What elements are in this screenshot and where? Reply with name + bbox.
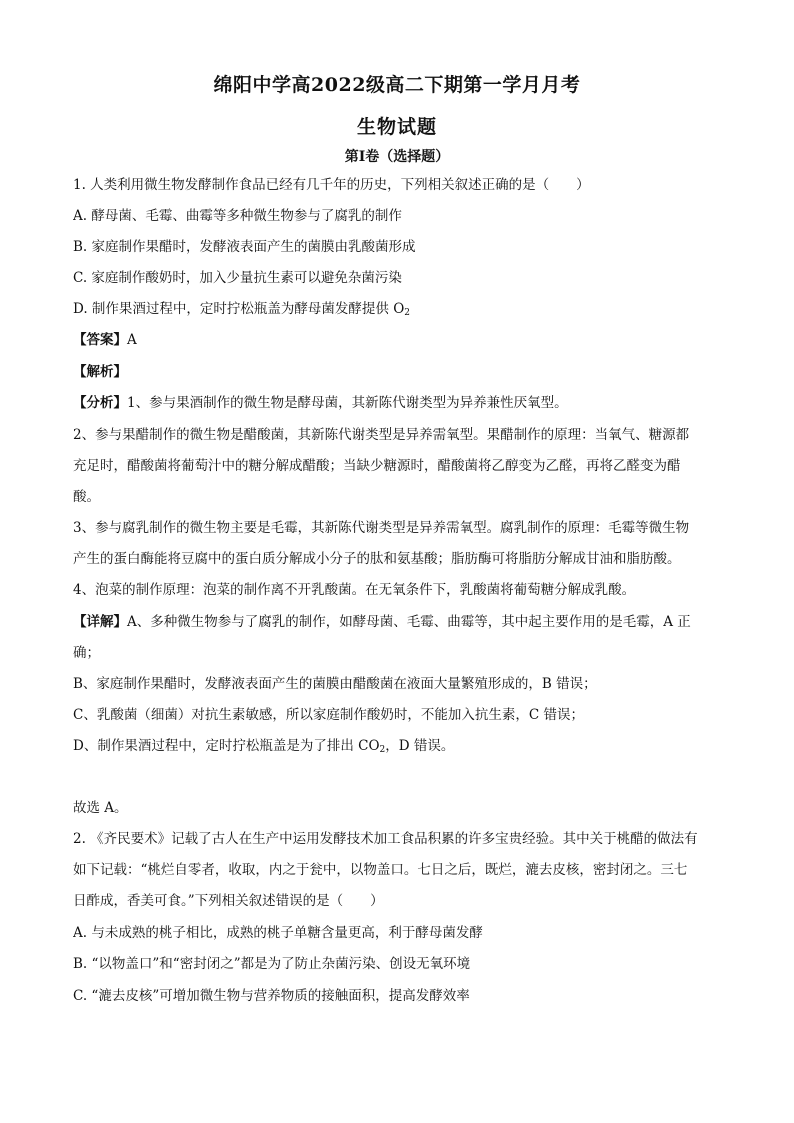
- answer-tag: 【答案】: [73, 332, 127, 348]
- xiangjie-line-a1: [73, 612, 723, 632]
- q1-option-a: A. 酵母菌、毛霉、曲霉等多种微生物参与了腐乳的制作: [73, 208, 402, 224]
- fenxi-line-2a: 2、参与果醋制作的微生物是醋酸菌，其新陈代谢类型是异养需氧型。果醋制作的原理：当氧气、糖源都: [73, 427, 690, 443]
- exam-title: 绵阳中学高2022级高二下期第一学月月考: [213, 74, 581, 96]
- xiangjie-line-d: [73, 736, 723, 760]
- q2-option-a: A. 与未成熟的桃子相比，成熟的桃子单糖含量更高，利于酵母菌发酵: [73, 925, 483, 941]
- q2-stem-3: 日酢成，香美可食。”下列相关叙述错误的是（ ）: [73, 893, 384, 909]
- q1-option-d-text: D. 制作果酒过程中，定时拧松瓶盖为酵母菌发酵提供 O: [73, 301, 405, 317]
- subject-title: 生物试题: [356, 116, 437, 138]
- fenxi-line-2c: 酸。: [73, 489, 100, 505]
- analysis-tag: 【解析】: [73, 364, 127, 380]
- q1-answer: [73, 330, 723, 350]
- xiangjie-line-b: B、家庭制作果醋时，发酵液表面产生的菌膜由醋酸菌在液面大量繁殖形成的，B 错误；: [73, 676, 597, 692]
- xiangjie-line-a2: 确；: [73, 645, 100, 661]
- fenxi-line-3a: 3、参与腐乳制作的微生物主要是毛霉，其新陈代谢类型是异养需氧型。腐乳制作的原理：毛霉等微生物: [73, 520, 690, 536]
- q2-option-b: B. “以物盖口”和“密封闭之”都是为了防止杂菌污染、创设无氧环境: [73, 956, 471, 972]
- fenxi-tag: 【分析】: [73, 395, 127, 411]
- xiangjie-tag: 【详解】: [73, 614, 127, 630]
- answer-value: A: [127, 332, 137, 348]
- section-title: 第Ⅰ卷（选择题）: [344, 149, 450, 165]
- q2-stem-1: 2. 《齐民要术》记载了古人在生产中运用发酵技术加工食品积累的许多宝贵经验。其中关于桃醋的做法有: [73, 831, 698, 847]
- q1-conclusion: 故选 A。: [73, 800, 128, 816]
- q2-option-c: C. “漉去皮核”可增加微生物与营养物质的接触面积，提高发酵效率: [73, 988, 470, 1004]
- xiangjie-text-d: D、制作果酒过程中，定时拧松瓶盖是为了排出 CO: [73, 738, 380, 754]
- fenxi-line-2b: 充足时，醋酸菌将葡萄汁中的糖分解成醋酸；当缺少糖源时，醋酸菌将乙醇变为乙醛，再将乙醛变为醋: [73, 458, 681, 474]
- q1-option-d: [73, 299, 723, 323]
- q1-option-c: C. 家庭制作酸奶时，加入少量抗生素可以避免杂菌污染: [73, 270, 402, 286]
- fenxi-line-1: [73, 393, 723, 413]
- xiangjie-text-a1: A、多种微生物参与了腐乳的制作，如酵母菌、毛霉、曲霉等，其中起主要作用的是毛霉，A 正: [127, 614, 691, 630]
- q2-stem-2: 如下记载：“桃烂自零者，收取，内之于瓮中，以物盖口。七日之后，既烂，漉去皮核，密封闭之。三七: [73, 862, 688, 878]
- q1-stem: 1. 人类利用微生物发酵制作食品已经有几千年的历史，下列相关叙述正确的是（ ）: [73, 177, 590, 193]
- q1-option-d-subscript: 2: [404, 308, 411, 318]
- fenxi-text-1: 1、参与果酒制作的微生物是酵母菌，其新陈代谢类型为异养兼性厌氧型。: [127, 395, 568, 411]
- xiangjie-d-subscript: 2: [379, 745, 386, 755]
- xiangjie-line-c: C、乳酸菌（细菌）对抗生素敏感，所以家庭制作酸奶时，不能加入抗生素，C 错误；: [73, 707, 584, 723]
- xiangjie-text-d-end: ，D 错误。: [385, 738, 455, 754]
- q1-option-b: B. 家庭制作果醋时，发酵液表面产生的菌膜由乳酸菌形成: [73, 239, 416, 255]
- fenxi-line-3b: 产生的蛋白酶能将豆腐中的蛋白质分解成小分子的肽和氨基酸；脂肪酶可将脂肪分解成甘油和脂肪酸。: [73, 551, 681, 567]
- fenxi-line-4: 4、泡菜的制作原理：泡菜的制作离不开乳酸菌。在无氧条件下，乳酸菌将葡萄糖分解成乳酸。: [73, 582, 636, 598]
